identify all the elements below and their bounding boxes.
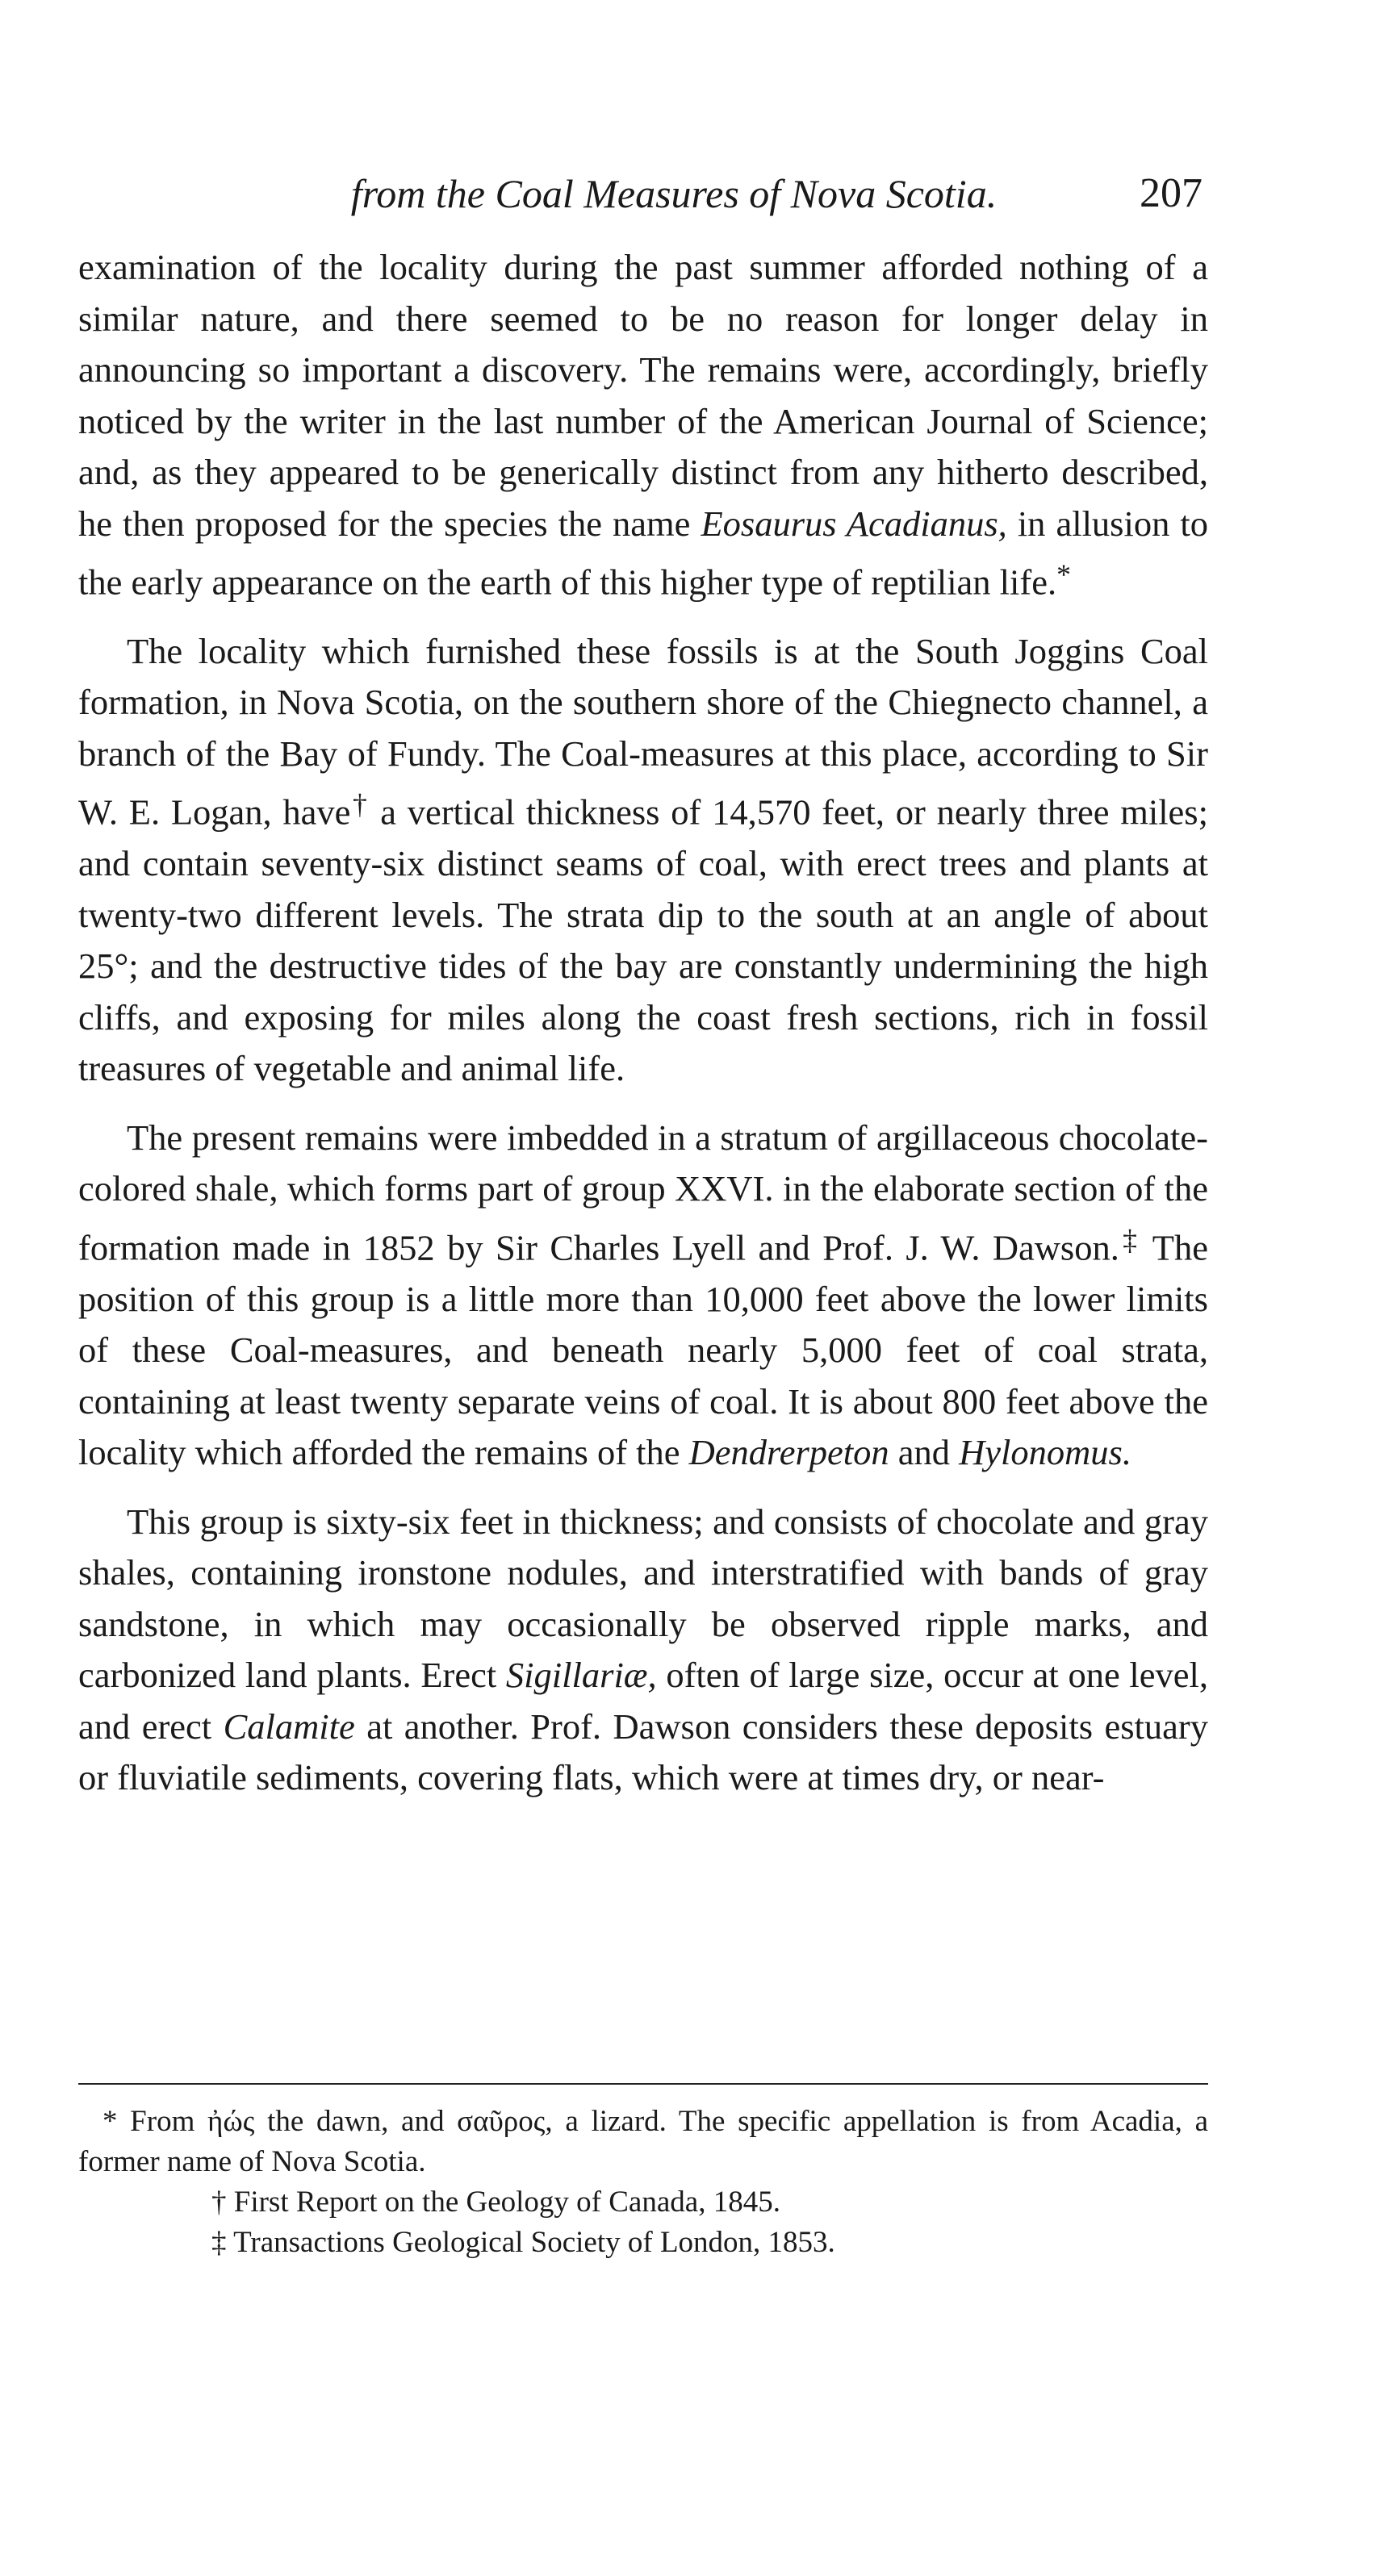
footnote-divider — [78, 2083, 1208, 2085]
footnote-mark-double-dagger: ‡ — [1119, 1223, 1141, 1256]
footnote-double-dagger: ‡ Transactions Geological Society of London, 1853. — [211, 2226, 835, 2259]
paragraph-1-text-a: examination of the locality during the past summer afforded nothing of a similar nature, and there seemed to be no reason for longer delay in announcing so important a discovery. The remains were, accordingly, briefly noticed by the writer in the last number of the American Journal of Science; and, as they appeared to be generically distinct from any hitherto described, he then proposed for the species the name — [78, 247, 1208, 544]
paragraph-2-text-b: a vertical thickness of 14,570 feet, or nearly three miles; and contain seventy-six distinct seams of coal, with erect trees and plants at twenty-two different levels. The strata dip to the south at an angle of about 25°; and the destructive tides of the bay are constantly undermining the high cliffs, and exposing for miles along the coast fresh sections, rich in fossil treasures of vegetable and animal life. — [78, 791, 1208, 1089]
footnote-asterisk: * From ἠώς the dawn, and σαῦρος, a lizard. The specific appellation is from Acadia, a former name of Nova Scotia. — [78, 2105, 1208, 2178]
paragraph-4-text-c: at another. Prof. Dawson considers these deposits estuary or fluviatile sediments, covering flats, which were at times dry, or near- — [78, 1706, 1208, 1798]
paragraph-3 — [78, 1113, 1208, 1479]
footnote-mark-asterisk: * — [1056, 558, 1071, 591]
paragraph-2-text-a: The locality which furnished these fossils is at the South Joggins Coal formation, in Nova Scotia, on the southern shore of the Chiegnecto channel, a branch of the Bay of Fundy. The Coal-measures at this place, according to Sir W. E. Logan, have — [78, 630, 1208, 833]
genus-name-hylonomus: Hylonomus. — [959, 1432, 1132, 1473]
footnote-dagger: † First Report on the Geology of Canada, 1845. — [211, 2186, 780, 2219]
genus-name-dendrerpeton: Dendrerpeton — [688, 1432, 889, 1473]
species-name-eosaurus: Eosaurus Acadianus, — [701, 503, 1007, 544]
paragraph-2 — [78, 626, 1208, 1095]
body-text — [78, 242, 1208, 1822]
paragraph-4-text-a: This group is sixty-six feet in thickness; and consists of chocolate and gray shales, containing ironstone nodules, and interstratified with bands of gray sandstone, in which may occasionally be observed ripple marks, and carbonized land plants. Erect — [78, 1501, 1208, 1696]
footnotes — [78, 2102, 1208, 2263]
page-number: 207 — [1140, 170, 1203, 216]
running-head — [178, 165, 1203, 222]
genus-name-calamite: Calamite — [223, 1706, 355, 1747]
paragraph-3-text-a: The present remains were imbedded in a stratum of argillaceous chocolate-colored shale, which forms part of group XXVI. in the elaborate section of the formation made in 1852 by Sir Charles Lyell and Prof. J. W. Dawson. — [78, 1117, 1208, 1268]
paragraph-3-text-b: The position of this group is a little more than 10,000 feet above the lower limits of these Coal-measures, and beneath nearly 5,000 feet of coal strata, containing at least twenty separate veins of coal. It is about 800 feet above the locality which afforded the remains of the — [78, 1227, 1208, 1473]
paragraph-4 — [78, 1497, 1208, 1804]
paragraph-3-text-c: and — [889, 1432, 960, 1473]
paragraph-1 — [78, 242, 1208, 608]
genus-name-sigillariae: Sigillariæ, — [505, 1655, 657, 1696]
paragraph-1-text-b: in allusion to the early appearance on the earth of this higher type of reptilian life. — [78, 503, 1209, 603]
running-title: from the Coal Measures of Nova Scotia. — [350, 171, 998, 216]
paragraph-4-text-b: often of large size, occur at one level, and erect — [78, 1655, 1209, 1747]
footnote-mark-dagger: † — [350, 788, 370, 821]
